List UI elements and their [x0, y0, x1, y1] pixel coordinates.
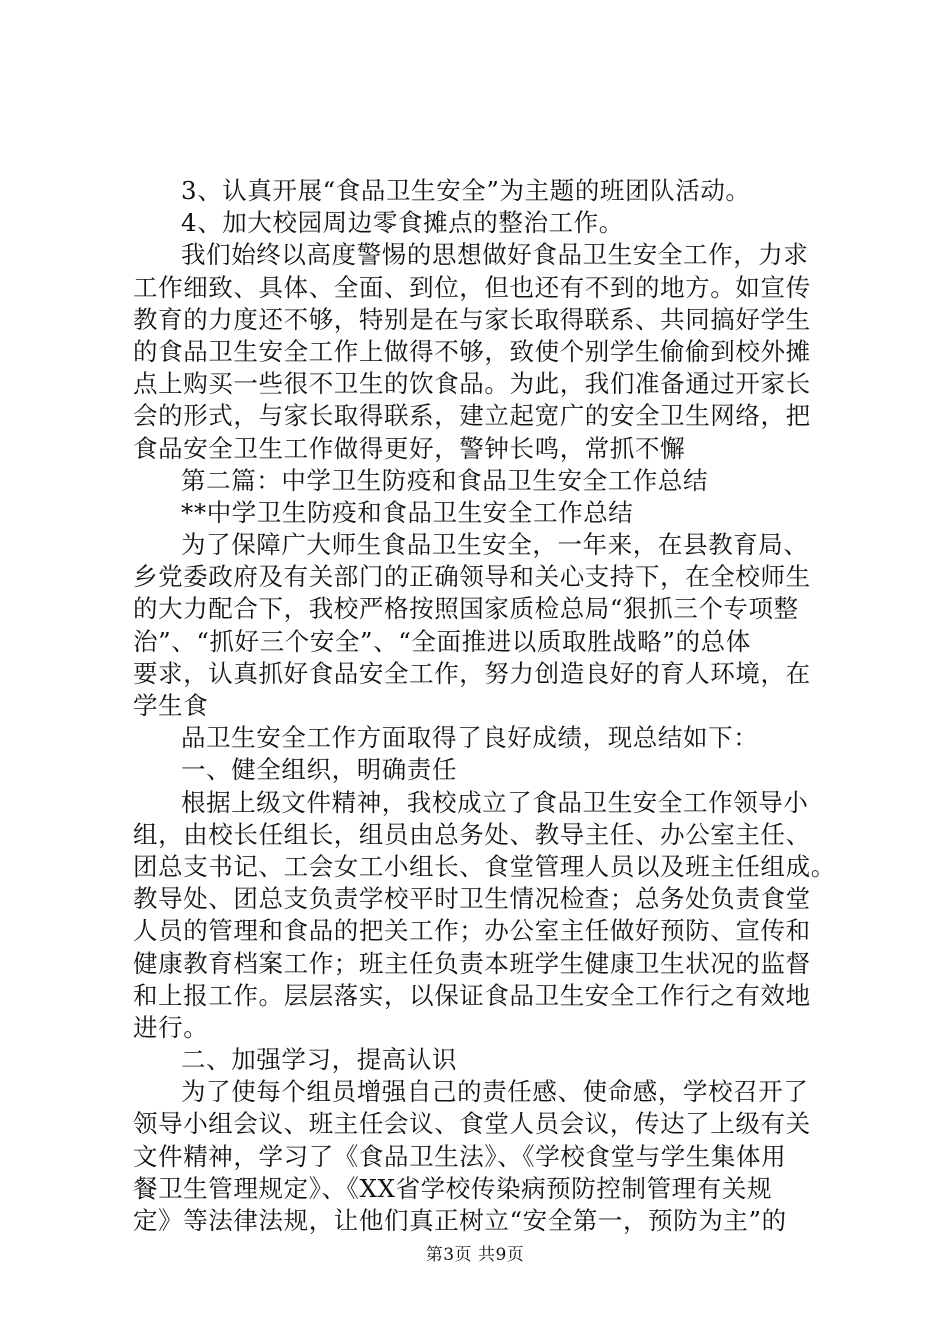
text-line: 根据上级文件精神，我校成立了食品卫生安全工作领导小	[181, 787, 809, 817]
text-line: 品卫生安全工作方面取得了良好成绩，现总结如下：	[181, 723, 759, 753]
text-line: 和上报工作。层层落实，以保证食品卫生安全工作行之有效地	[133, 980, 811, 1010]
document-body	[133, 175, 836, 1237]
text-line: 进行。	[133, 1012, 209, 1042]
text-line: **中学卫生防疫和食品卫生安全工作总结	[181, 497, 634, 527]
text-line: 4、加大校园周边零食摊点的整治工作。	[181, 208, 624, 238]
text-line: 乡党委政府及有关部门的正确领导和关心支持下，在全校师生	[133, 562, 811, 592]
page-footer: 第3页 共9页	[425, 1245, 525, 1265]
text-line: 治”、“抓好三个安全”、“全面推进以质取胜战略”的总体	[133, 626, 751, 656]
text-line: 餐卫生管理规定》、《XX省学校传染病预防控制管理有关规	[133, 1173, 773, 1203]
text-line: 学生食	[133, 691, 209, 720]
text-line: 定》等法律法规，让他们真正树立“安全第一，预防为主”的	[133, 1206, 787, 1235]
text-line: 团总支书记、工会女工小组长、食堂管理人员以及班主任组成。	[133, 851, 836, 881]
text-line: 会的形式，与家长取得联系，建立起宽广的安全卫生网络，把	[133, 401, 811, 431]
text-line: 为了保障广大师生食品卫生安全，一年来，在县教育局、	[181, 530, 809, 560]
text-line: 二、加强学习，提高认识	[181, 1045, 458, 1075]
text-line: 为了使每个组员增强自己的责任感、使命感，学校召开了	[181, 1077, 809, 1107]
text-line: 第二篇：中学卫生防疫和食品卫生安全工作总结	[181, 465, 709, 495]
text-line: 领导小组会议、班主任会议、食堂人员会议，传达了上级有关	[133, 1109, 811, 1139]
text-line: 食品安全卫生工作做得更好，警钟长鸣，常抓不懈	[133, 433, 686, 463]
text-line: 点上购买一些很不卫生的饮食品。为此，我们准备通过开家长	[133, 369, 811, 399]
text-line: 教育的力度还不够，特别是在与家长取得联系、共同搞好学生	[133, 304, 811, 334]
text-line: 3、认真开展“食品卫生安全”为主题的班团队活动。	[181, 176, 751, 205]
text-line: 的大力配合下，我校严格按照国家质检总局“狠抓三个专项整	[133, 594, 799, 624]
text-line: 人员的管理和食品的把关工作；办公室主任做好预防、宣传和	[133, 916, 811, 946]
text-line: 文件精神，学习了《食品卫生法》、《学校食堂与学生集体用	[133, 1141, 787, 1171]
text-line: 我们始终以高度警惕的思想做好食品卫生安全工作，力求	[181, 240, 809, 270]
text-line: 的食品卫生安全工作上做得不够，致使个别学生偷偷到校外摊	[133, 336, 811, 366]
text-line: 组，由校长任组长，组员由总务处、教导主任、办公室主任、	[133, 819, 811, 849]
text-line: 教导处、团总支负责学校平时卫生情况检查；总务处负责食堂	[133, 884, 811, 914]
text-line: 工作细致、具体、全面、到位，但也还有不到的地方。如宣传	[133, 272, 811, 302]
text-line: 健康教育档案工作；班主任负责本班学生健康卫生状况的监督	[133, 948, 811, 978]
text-line: 一、健全组织，明确责任	[181, 755, 458, 785]
text-line: 要求，认真抓好食品安全工作，努力创造良好的育人环境，在	[133, 658, 811, 688]
